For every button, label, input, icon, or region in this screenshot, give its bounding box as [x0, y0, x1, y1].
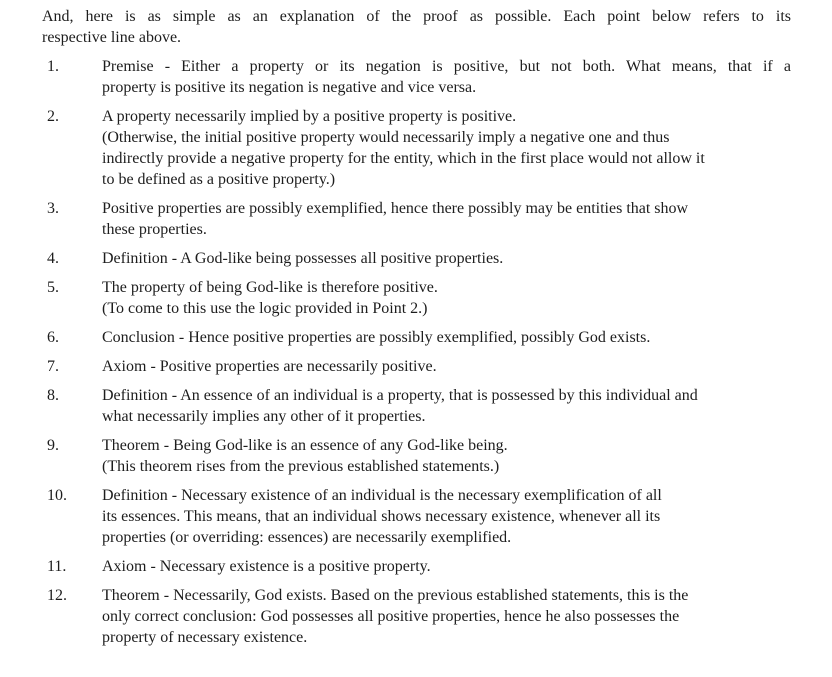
item-text: [102, 356, 791, 377]
list-item-9: [47, 435, 832, 477]
list-item-8: [47, 385, 832, 427]
item-number: 6.: [47, 329, 59, 346]
item-text: [102, 56, 791, 98]
item-text-line: The property of being God-like is therefore positive.: [102, 279, 438, 296]
numbered-list: [47, 56, 832, 648]
item-number: 11.: [47, 558, 67, 575]
item-text-line: Definition - An essence of an individual is a property, that is possessed by this individual and: [102, 387, 698, 404]
list-item-3: [47, 198, 832, 240]
item-number: 1.: [47, 58, 59, 75]
item-text-line: (Otherwise, the initial positive property would necessarily imply a negative one and thus: [102, 129, 670, 146]
item-number: 5.: [47, 279, 59, 296]
list-item-4: [47, 248, 832, 269]
list-item-6: [47, 327, 832, 348]
item-text-line: Positive properties are possibly exemplified, hence there possibly may be entities that show: [102, 200, 689, 217]
list-item-1: [47, 56, 832, 98]
item-text: [102, 585, 791, 648]
item-text-line: indirectly provide a negative property for the entity, which in the first place would not allow it: [102, 150, 705, 167]
list-item-10: [47, 485, 832, 548]
item-text: [102, 385, 791, 427]
item-number: 7.: [47, 358, 59, 375]
item-text-line: these properties.: [102, 221, 207, 238]
item-text-line: to be defined as a positive property.): [102, 171, 336, 188]
item-text-line: only correct conclusion: God possesses all positive properties, hence he also possesses the: [102, 608, 680, 625]
item-text-line: Axiom - Positive properties are necessarily positive.: [102, 358, 437, 375]
item-text-line: Conclusion - Hence positive properties are possibly exemplified, possibly God exists.: [102, 329, 651, 346]
item-text-line: Definition - A God-like being possesses all positive properties.: [102, 250, 504, 267]
list-item-11: [47, 556, 832, 577]
item-text: [102, 198, 791, 240]
item-text: [102, 327, 791, 348]
item-number: 12.: [47, 587, 67, 604]
item-text-line: A property necessarily implied by a positive property is positive.: [102, 108, 517, 125]
item-text: [102, 435, 791, 477]
item-text-line: (This theorem rises from the previous established statements.): [102, 458, 500, 475]
item-text-line: (To come to this use the logic provided in Point 2.): [102, 300, 428, 317]
item-text: [102, 248, 791, 269]
item-text-line: Premise - Either a property or its negation is positive, but not both. What means, that if a: [102, 58, 791, 75]
item-text-line: Axiom - Necessary existence is a positive property.: [102, 558, 431, 575]
item-text: [102, 277, 791, 319]
item-number: 3.: [47, 200, 59, 217]
item-text-line: properties (or overriding: essences) are necessarily exemplified.: [102, 529, 512, 546]
list-item-2: [47, 106, 832, 190]
intro-line: And, here is as simple as an explanation of the proof as possible. Each point below refers to its: [42, 8, 791, 25]
intro-line: respective line above.: [42, 29, 182, 46]
list-item-5: [47, 277, 832, 319]
item-text-line: what necessarily implies any other of it properties.: [102, 408, 426, 425]
item-number: 9.: [47, 437, 59, 454]
item-number: 8.: [47, 387, 59, 404]
item-text-line: Definition - Necessary existence of an individual is the necessary exemplification of all: [102, 487, 662, 504]
item-text-line: its essences. This means, that an individual shows necessary existence, whenever all its: [102, 508, 661, 525]
item-text-line: property is positive its negation is negative and vice versa.: [102, 79, 477, 96]
item-text: [102, 556, 791, 577]
intro-paragraph: [42, 6, 791, 48]
item-number: 10.: [47, 487, 67, 504]
item-text-line: Theorem - Necessarily, God exists. Based on the previous established statements, this is the: [102, 587, 689, 604]
item-text: [102, 106, 791, 190]
item-text: [102, 485, 791, 548]
item-text-line: property of necessary existence.: [102, 629, 308, 646]
item-number: 4.: [47, 250, 59, 267]
item-number: 2.: [47, 108, 59, 125]
list-item-12: [47, 585, 832, 648]
list-item-7: [47, 356, 832, 377]
item-text-line: Theorem - Being God-like is an essence of any God-like being.: [102, 437, 508, 454]
